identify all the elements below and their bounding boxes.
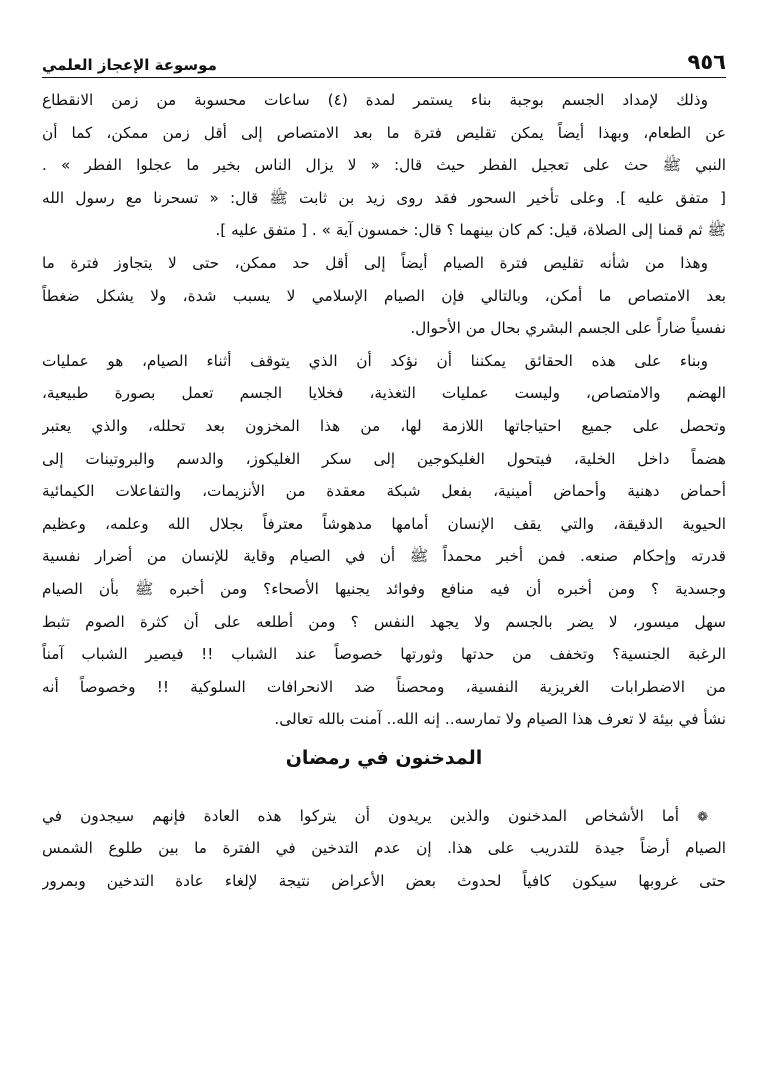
line-text: [ متفق عليه ]. وعلى تأخير السحور فقد روى زيد بن ثابت ﷺ قال: « تسحرنا مع رسول الله — [42, 188, 726, 207]
text-line — [42, 475, 726, 508]
text-line — [42, 832, 726, 865]
text-line — [42, 149, 726, 182]
text-line — [42, 671, 726, 704]
paragraph-marker-icon: ❁ — [697, 809, 708, 825]
line-text: النبي ﷺ حث على تعجيل الفطر حيث قال: « لا يزال الناس بخير ما عجلوا الفطر » . — [42, 156, 726, 175]
line-text: الصيام أرضاً جيدة للتدريب على هذا. إن عدم التدخين في الفترة ما بين طلوع الشمس — [42, 839, 726, 858]
section-heading: المدخنون في رمضان — [285, 746, 483, 769]
running-title: موسوعة الإعجاز العلمي — [42, 56, 217, 74]
line-text: بعد الامتصاص ما أمكن، وبالتالي فإن الصيام الإسلامي لا يسبب شدة، ولا يشكل ضغطاً — [42, 286, 726, 305]
text-line — [42, 800, 726, 833]
text-line — [42, 312, 726, 345]
line-text: أحماض دهنية وأحماض أمينية، بفعل شبكة معقدة من الأنزيمات، والتفاعلات الكيمائية — [42, 482, 726, 501]
text-line — [42, 573, 726, 606]
page-number: ٩٥٦ — [687, 50, 726, 74]
text-line — [42, 865, 726, 898]
text-line — [42, 377, 726, 410]
text-line — [42, 638, 726, 671]
text-line — [42, 280, 726, 313]
line-text: ﷺ ثم قمنا إلى الصلاة، قيل: كم كان بينهما ؟ قال: خمسون آية » . [ متفق عليه ]. — [215, 221, 726, 240]
line-text: وتحصل على جميع احتياجاتها اللازمة لها، من هذا المخزون بعد تحلله، والذي يعتبر — [42, 416, 726, 435]
text-line — [42, 410, 726, 443]
line-text: أما الأشخاص المدخنون والذين يريدون أن يتركوا هذه العادة فإنهم سيجدون في — [42, 806, 680, 825]
line-text: الحيوية الدقيقة، والتي يقف الإنسان أمامها مدهوشاً معترفاً بجلال الله وعلمه، وعظيم — [42, 514, 726, 533]
text-line — [42, 214, 726, 247]
line-text: من الاضطرابات الغريزية النفسية، ومحصناً ضد الانحرافات السلوكية !! وخصوصاً أنه — [42, 677, 726, 696]
page-header — [42, 44, 726, 74]
text-line — [42, 345, 726, 378]
text-line — [42, 443, 726, 476]
text-line — [42, 84, 726, 117]
line-text: وهذا من شأنه تقليص فترة الصيام أيضاً إلى أقل حد ممكن، حتى لا يتجاوز فترة ما — [42, 253, 708, 272]
line-text: الهضم والامتصاص، وليست عمليات التغذية، فخلايا الجسم تعمل بصورة طبيعية، — [42, 384, 726, 403]
text-line — [42, 117, 726, 150]
text-line — [42, 703, 726, 736]
line-text: هضماً داخل الخلية، فيتحول الغليكوجين إلى سكر الغليكوز، والدسم والبروتينات إلى — [42, 449, 726, 468]
header-rule — [42, 77, 726, 78]
line-text: قدرته وإحكام صنعه. فمن أخبر محمداً ﷺ أن في الصيام وقاية للإنسان من أضرار نفسية — [42, 547, 726, 566]
line-text: وجسدية ؟ ومن أخبره أن فيه منافع وفوائد يجنيها الأصحاء؟ ومن أخبره ﷺ بأن الصيام — [42, 579, 726, 598]
line-text: عن الطعام، وبهذا أيضاً يمكن تقليص فترة ما بعد الامتصاص إلى أقل زمن ممكن، كما أن — [42, 123, 726, 142]
line-text: الرغبة الجنسية؟ وتخفف من حدتها وثورتها خصوصاً عند الشباب !! فيصير الشباب آمناً — [42, 645, 726, 664]
line-text: سهل ميسور، لا يضر بالجسم ولا يجهد النفس ؟ ومن أطلعه على أن كثرة الصوم تثبط — [42, 612, 726, 631]
line-text: نفسياً ضاراً على الجسم البشري بحال من الأحوال. — [410, 319, 726, 338]
line-text: وبناء على هذه الحقائق يمكننا أن نؤكد أن الذي يتوقف أثناء الصيام، هو عمليات — [42, 351, 708, 370]
page-body — [42, 84, 726, 898]
line-text: وذلك لإمداد الجسم بوجبة بناء يستمر لمدة (٤) ساعات محسوبة من زمن الانقطاع — [42, 91, 708, 109]
line-text: نشأ في بيئة لا تعرف هذا الصيام ولا تمارسه.. إنه الله.. آمنت بالله تعالى. — [274, 710, 726, 729]
line-text: حتى غروبها سيكون كافياً لحدوث بعض الأعراض نتيجة لإلغاء عادة التدخين وبمرور — [42, 872, 726, 891]
text-line — [42, 508, 726, 541]
text-line — [42, 182, 726, 215]
text-line — [42, 540, 726, 573]
text-line — [42, 606, 726, 639]
text-line — [42, 247, 726, 280]
spacer — [42, 780, 726, 800]
